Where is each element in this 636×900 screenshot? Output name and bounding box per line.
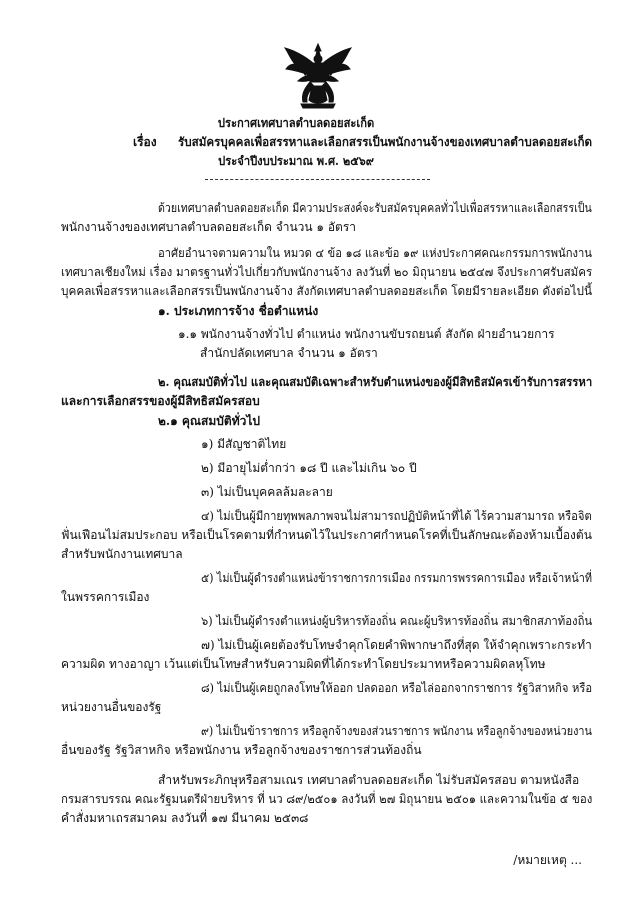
section-2-heading-line-2: และการเลือกสรรของผู้มีสิทธิสมัครสอบ <box>61 394 260 408</box>
qualification-1: ๑) มีสัญชาติไทย <box>201 437 287 451</box>
qualification-7-line-2: ความผิด ทางอาญา เว้นแต่เป็นโทษสำหรับความผิดที่ได้กระทำโดยประมาทหรือความผิดลหุโทษ <box>61 657 546 671</box>
monk-note-line-3: คำสั่งมหาเถรสมาคม ลงวันที่ ๑๗ มีนาคม ๒๕๓๘ <box>61 811 309 825</box>
section-1-heading: ๑. ประเภทการจ้าง ชื่อตำแหน่ง <box>158 304 319 318</box>
document-title: ประกาศเทศบาลตำบลดอยสะเก็ด <box>217 116 375 130</box>
continued-marker: /หมายเหตุ ... <box>513 853 582 867</box>
qualification-3: ๓) ไม่เป็นบุคคลล้มละลาย <box>201 485 333 499</box>
fiscal-year: ประจำปีงบประมาณ พ.ศ. ๒๕๖๙ <box>218 154 374 168</box>
intro-line-1: ด้วยเทศบาลตำบลดอยสะเก็ด มีความประสงค์จะรับสมัครบุคคลทั่วไปเพื่อสรรหาและเลือกสรรเป็น <box>158 201 592 215</box>
qualification-8-line-1: ๘) ไม่เป็นผู้เคยถูกลงโทษให้ออก ปลดออก หรือไล่ออกจากราชการ รัฐวิสาหกิจ หรือ <box>201 681 593 695</box>
authority-line-3: บุคคลเพื่อสรรหาและเลือกสรรเป็นพนักงานจ้าง สังกัดเทศบาลตำบลดอยสะเก็ด โดยมีรายละเอียด ดังต่อไปนี้ <box>61 284 593 298</box>
divider <box>205 179 430 180</box>
qualification-5-line-2: ในพรรคการเมือง <box>61 590 150 604</box>
subject-text: รับสมัครบุคคลเพื่อสรรหาและเลือกสรรเป็นพนักงานจ้างของเทศบาลตำบลดอยสะเก็ด <box>178 135 593 149</box>
section-1-item-line-1: ๑.๑ พนักงานจ้างทั่วไป ตำแหน่ง พนักงานขับรถยนต์ สังกัด ฝ่ายอำนวยการ <box>178 327 555 341</box>
qualification-8-line-2: หน่วยงานอื่นของรัฐ <box>61 700 162 714</box>
monk-note-line-2: กรมสารบรรณ คณะรัฐมนตรีฝ่ายบริหาร ที่ นว ๘๙/๒๕๐๑ ลงวันที่ ๒๗ มิถุนายน ๒๕๐๑ และความในข้อ ๕ ของ <box>61 792 593 806</box>
qualification-5-line-1: ๕) ไม่เป็นผู้ดำรงตำแหน่งข้าราชการการเมือง กรรมการพรรคการเมือง หรือเจ้าหน้าที่ <box>201 571 592 585</box>
qualification-4-line-1: ๔) ไม่เป็นผู้มีกายทุพพลภาพจนไม่สามารถปฏิบัติหน้าที่ได้ ไร้ความสามารถ หรือจิต <box>201 509 592 523</box>
garuda-emblem-icon <box>283 42 353 110</box>
qualification-4-line-3: สำหรับพนักงานเทศบาล <box>61 547 183 561</box>
intro-line-2: พนักงานจ้างของเทศบาลตำบลดอยสะเก็ด จำนวน ๑ อัตรา <box>61 220 357 234</box>
qualification-6: ๖) ไม่เป็นผู้ดำรงตำแหน่งผู้บริหารท้องถิ่น คณะผู้บริหารท้องถิ่น สมาชิกสภาท้องถิ่น <box>201 614 593 628</box>
authority-line-1: อาศัยอำนาจตามความใน หมวด ๔ ข้อ ๑๘ และข้อ ๑๙ แห่งประกาศคณะกรรมการพนักงาน <box>158 246 592 260</box>
qualification-4-line-2: ฟั่นเฟือนไม่สมประกอบ หรือเป็นโรคตามที่กำหนดไว้ในประกาศกำหนดโรคที่เป็นลักษณะต้องห้ามเบื้องต้น <box>61 528 592 542</box>
subject-label: เรื่อง <box>133 135 157 149</box>
authority-line-2: เทศบาลเชียงใหม่ เรื่อง มาตรฐานทั่วไปเกี่ยวกับพนักงานจ้าง ลงวันที่ ๒๐ มิถุนายน ๒๕๔๗ จึงประกาศรับสมัคร <box>61 265 593 279</box>
monk-note-line-1: สำหรับพระภิกษุหรือสามเณร เทศบาลตำบลดอยสะเก็ด ไม่รับสมัครสอบ ตามหนังสือ <box>158 773 580 787</box>
qualification-9-line-2: อื่นของรัฐ รัฐวิสาหกิจ หรือพนักงาน หรือลูกจ้างของราชการส่วนท้องถิ่น <box>61 743 422 757</box>
qualification-9-line-1: ๙) ไม่เป็นข้าราชการ หรือลูกจ้างของส่วนราชการ พนักงาน หรือลูกจ้างของหน่วยงาน <box>201 724 592 738</box>
section-1-item-line-2: สำนักปลัดเทศบาล จำนวน ๑ อัตรา <box>200 346 378 360</box>
section-2-heading-line-1: ๒. คุณสมบัติทั่วไป และคุณสมบัติเฉพาะสำหรับตำแหน่งของผู้มีสิทธิสมัครเข้ารับการสรรหา <box>158 375 593 389</box>
qualification-2: ๒) มีอายุไม่ต่ำกว่า ๑๘ ปี และไม่เกิน ๖๐ ปี <box>201 461 417 475</box>
section-2-1-heading: ๒.๑ คุณสมบัติทั่วไป <box>158 414 260 428</box>
qualification-7-line-1: ๗) ไม่เป็นผู้เคยต้องรับโทษจำคุกโดยคำพิพากษาถึงที่สุด ให้จำคุกเพราะกระทำ <box>201 638 592 652</box>
